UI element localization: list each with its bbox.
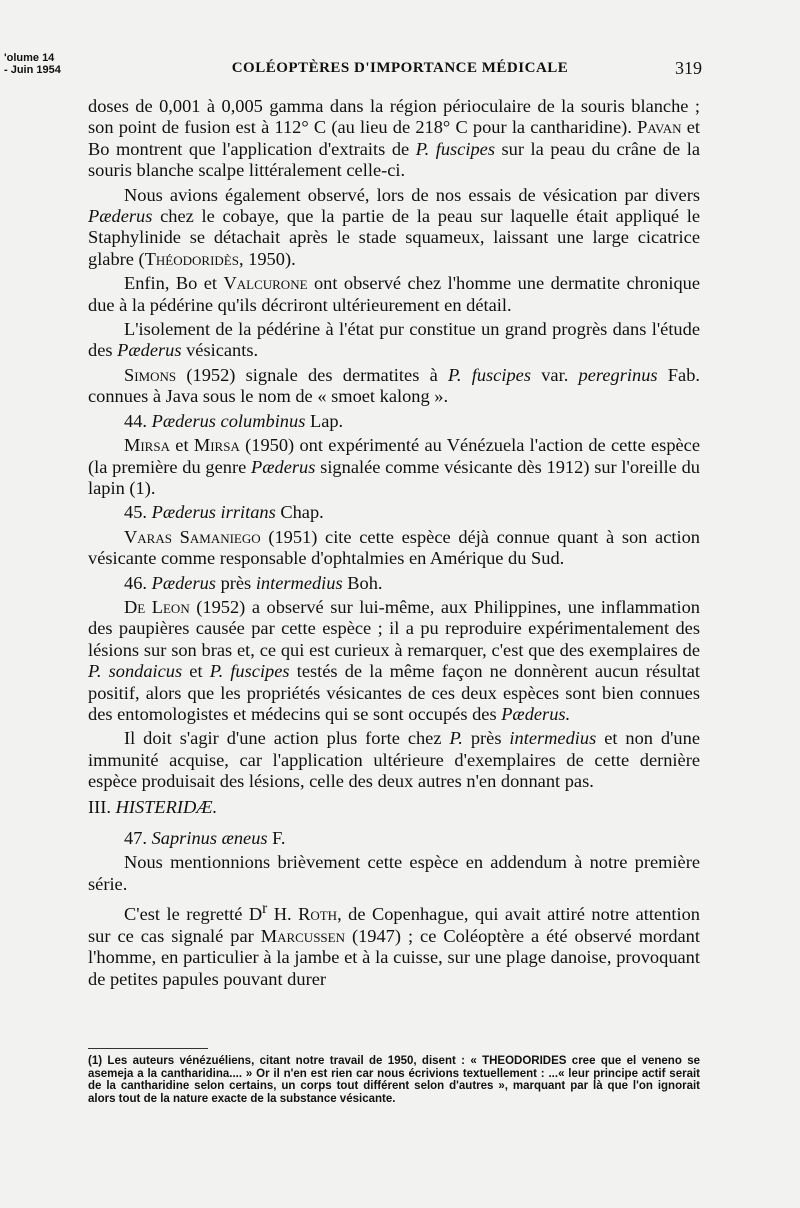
paragraph: L'isolement de la pédérine à l'état pur constitue un grand progrès dans l'étude des Pæderus vésicants. [88,319,700,361]
footnote-rule [88,1048,208,1049]
paragraph: Nous mentionnions brièvement cette espèce en addendum à notre première série. [88,852,700,894]
paragraph: De Leon (1952) a observé sur lui-même, aux Philippines, une inflammation des paupières causée par cette espèce ; il a pu reproduire expérimentalement des lésions sur son bras et, ce qui est curieux à remarquer, c'est que des exemplaires de P. sondaicus et P. fuscipes testés de la même façon ne donnèrent aucun résultat positif, alors que les propriétés vésicantes de ces deux espèces sont bien connues des entomologistes et médecins qui se sont occupés des Pæderus. [88,596,701,724]
species-heading: 47. Saprinus æneus F. [124,828,286,848]
section-heading: III. HISTERIDÆ. [88,796,218,817]
running-title: COLÉOPTÈRES D'IMPORTANCE MÉDICALE [231,60,569,76]
body-text [88,96,700,993]
paragraph: Simons (1952) signale des dermatites à P. fuscipes var. peregrinus Fab. connues à Java sous le nom de « smoet kalong ». [88,364,700,407]
footnote: (1) Les auteurs vénézuéliens, citant notre travail de 1950, disent : « THEODORIDES cree que el veneno se asemeja a la cantharidina.... » Or il n'en est rien car nous écrivions textuellement : ...« leur principe actif serait de la cantharidine selon certains, un corps tout différent selon d'autres », marquant par là que l'on ignorait alors tout de la nature exacte de la substance vésicante. [88,1055,700,1105]
paragraph: C'est le regretté $D^r$ H. Roth, de Copenhague, qui avait attiré notre attention sur ce cas signalé par Marcussen (1947) ; ce Coléoptère a été observé mordant l'homme, en particulier à la jambe et à la cuisse, sur une plage danoise, provoquant de petites papules pouvant durer [88,900,700,989]
paragraph: Mirsa et Mirsa (1950) ont expérimenté au Vénézuela l'action de cette espèce (la première du genre Pæderus signalée comme vésicante dès 1912) sur l'oreille du lapin (1). [88,435,700,498]
species-heading: 46. Pæderus près intermedius Boh. [124,572,383,593]
paragraph: doses de 0,001 à 0,005 gamma dans la région périoculaire de la souris blanche ; son point de fusion est à 112° C (au lieu de 218° C pour la cantharidine). Pavan et Bo montrent que l'application d'extraits de P. fuscipes sur la peau du crâne de la souris blanche scalpe littéralement celle-ci. [88,96,700,181]
species-heading: 45. Pæderus irritans Chap. [124,502,324,523]
paragraph: Varas Samaniego (1951) cite cette espèce déjà connue quant à son action vésicante comme responsable d'ophtalmies en Amérique du Sud. [88,526,700,569]
issue-line: - Juin 1954 [4,64,61,76]
page-number: 319 [675,58,702,78]
paragraph: Enfin, Bo et Valcurone ont observé chez l'homme une dermatite chronique due à la pédérine qu'ils décriront ultérieurement en détail. [88,273,700,315]
species-heading: 44. Pæderus columbinus Lap. [124,410,344,431]
paragraph: Il doit s'agir d'une action plus forte chez P. près intermedius et non d'une immunité acquise, car l'application ultérieure d'exemplaires de cette dernière espèce produisait des lésions, celle des deux autres n'en donnant pas. [88,728,700,792]
volume-line: 'olume 14 [4,52,55,64]
paragraph: Nous avions également observé, lors de nos essais de vésication par divers Pæderus chez le cobaye, que la partie de la peau sur laquelle était appliqué le Staphylinide se détachait après le stade squameux, laissant une large cicatrice glabre (Théodoridès, 1950). [88,184,700,269]
